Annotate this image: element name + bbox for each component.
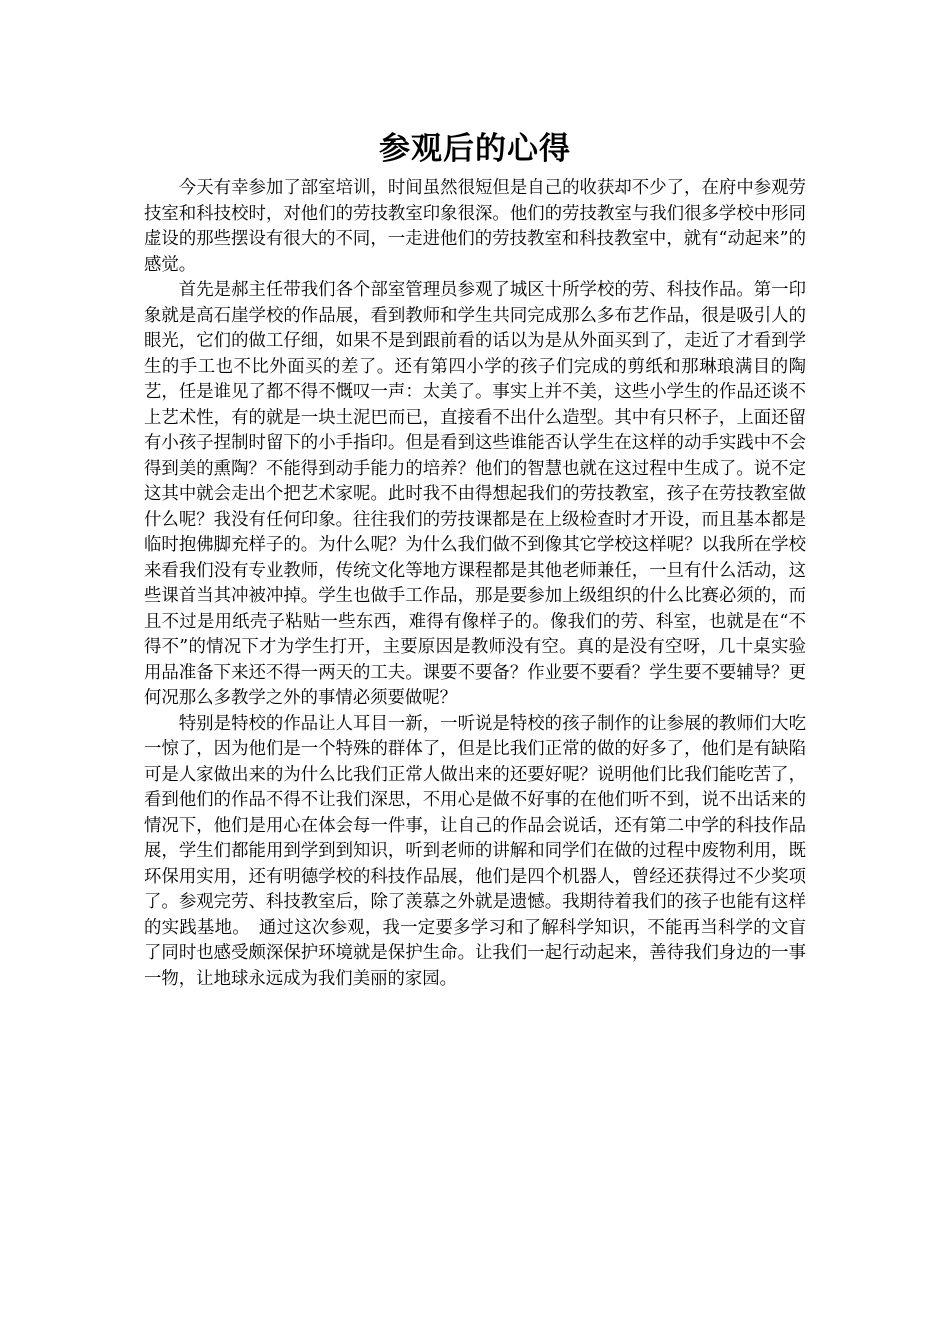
- paragraph-intro: 今天有幸参加了部室培训，时间虽然很短但是自己的收获却不少了，在府中参观劳技室和科技校时，对他们的劳技教室印象很深。他们的劳技教室与我们很多学校中形同虚设的那些摆设有很大的不同，一走进他们的劳技教室和科技教室中，就有“动起来”的感觉。: [144, 178, 806, 275]
- document-page: [144, 126, 806, 992]
- document-title: 参观后的心得: [379, 131, 571, 167]
- paragraph-visit-works: 首先是郝主任带我们各个部室管理员参观了城区十所学校的劳、科技作品。第一印象就是高石崖学校的作品展，看到教师和学生共同完成那么多布艺作品，很是吸引人的眼光，它们的做工仔细，如果不是到跟前看的话以为是从外面买到了，走近了才看到学生的手工也不比外面买的差了。还有第四小学的孩子们完成的剪纸和那琳琅满目的陶艺，任是谁见了都不得不慨叹一声：太美了。事实上并不美，这些小学生的作品还谈不上艺术性，有的就是一块土泥巴而已，直接看不出什么造型。其中有只杯子，上面还留有小孩子捏制时留下的小手指印。但是看到这些谁能否认学生在这样的动手实践中不会得到美的熏陶？不能得到动手能力的培养？他们的智慧也就在这过程中生成了。说不定这其中就会走出个把艺术家呢。此时我不由得想起我们的劳技教室，孩子在劳技教室做什么呢？我没有任何印象。往往我们的劳技课都是在上级检查时才开设，而且基本都是临时抱佛脚充样子的。为什么呢？为什么我们做不到像其它学校这样呢？以我所在学校来看我们没有专业教师，传统文化等地方课程都是其他老师兼任，一旦有什么活动，这些课首当其冲被冲掉。学生也做手工作品，那是要参加上级组织的什么比赛必须的，而且不过是用纸壳子粘贴一些东西，难得有像样子的。像我们的劳、科室，也就是在“不得不”的情况下才为学生打开，主要原因是教师没有空。真的是没有空呀，几十桌实验用品准备下来还不得一两天的工夫。课要不要备？作业要不要看？学生要不要辅导？更何况那么多教学之外的事情必须要做呢？: [144, 280, 806, 708]
- paragraph-special-school: 特别是特校的作品让人耳目一新，一听说是特校的孩子制作的让参展的教师们大吃一惊了，因为他们是一个特殊的群体了，但是比我们正常的做的好多了，他们是有缺陷可是人家做出来的为什么比我们正常人做出来的还要好呢？说明他们比我们能吃苦了，看到他们的作品不得不让我们深思，不用心是做不好事的在他们听不到，说不出话来的情况下，他们是用心在体会每一件事，让自己的作品会说话，还有第二中学的科技作品展，学生们都能用到学到到知识，听到老师的讲解和同学们在做的过程中废物利用，既环保用实用，还有明德学校的科技作品展，他们是四个机器人，曾经还获得过不少奖项了。参观完劳、科技教室后，除了羡慕之外就是遗憾。我期待着我们的孩子也能有这样的实践基地。 通过这次参观，我一定要多学习和了解科学知识，不能再当科学的文盲了同时也感受颇深保护环境就是保护生命。让我们一起行动起来，善待我们身边的一事一物，让地球永远成为我们美丽的家园。: [144, 713, 806, 989]
